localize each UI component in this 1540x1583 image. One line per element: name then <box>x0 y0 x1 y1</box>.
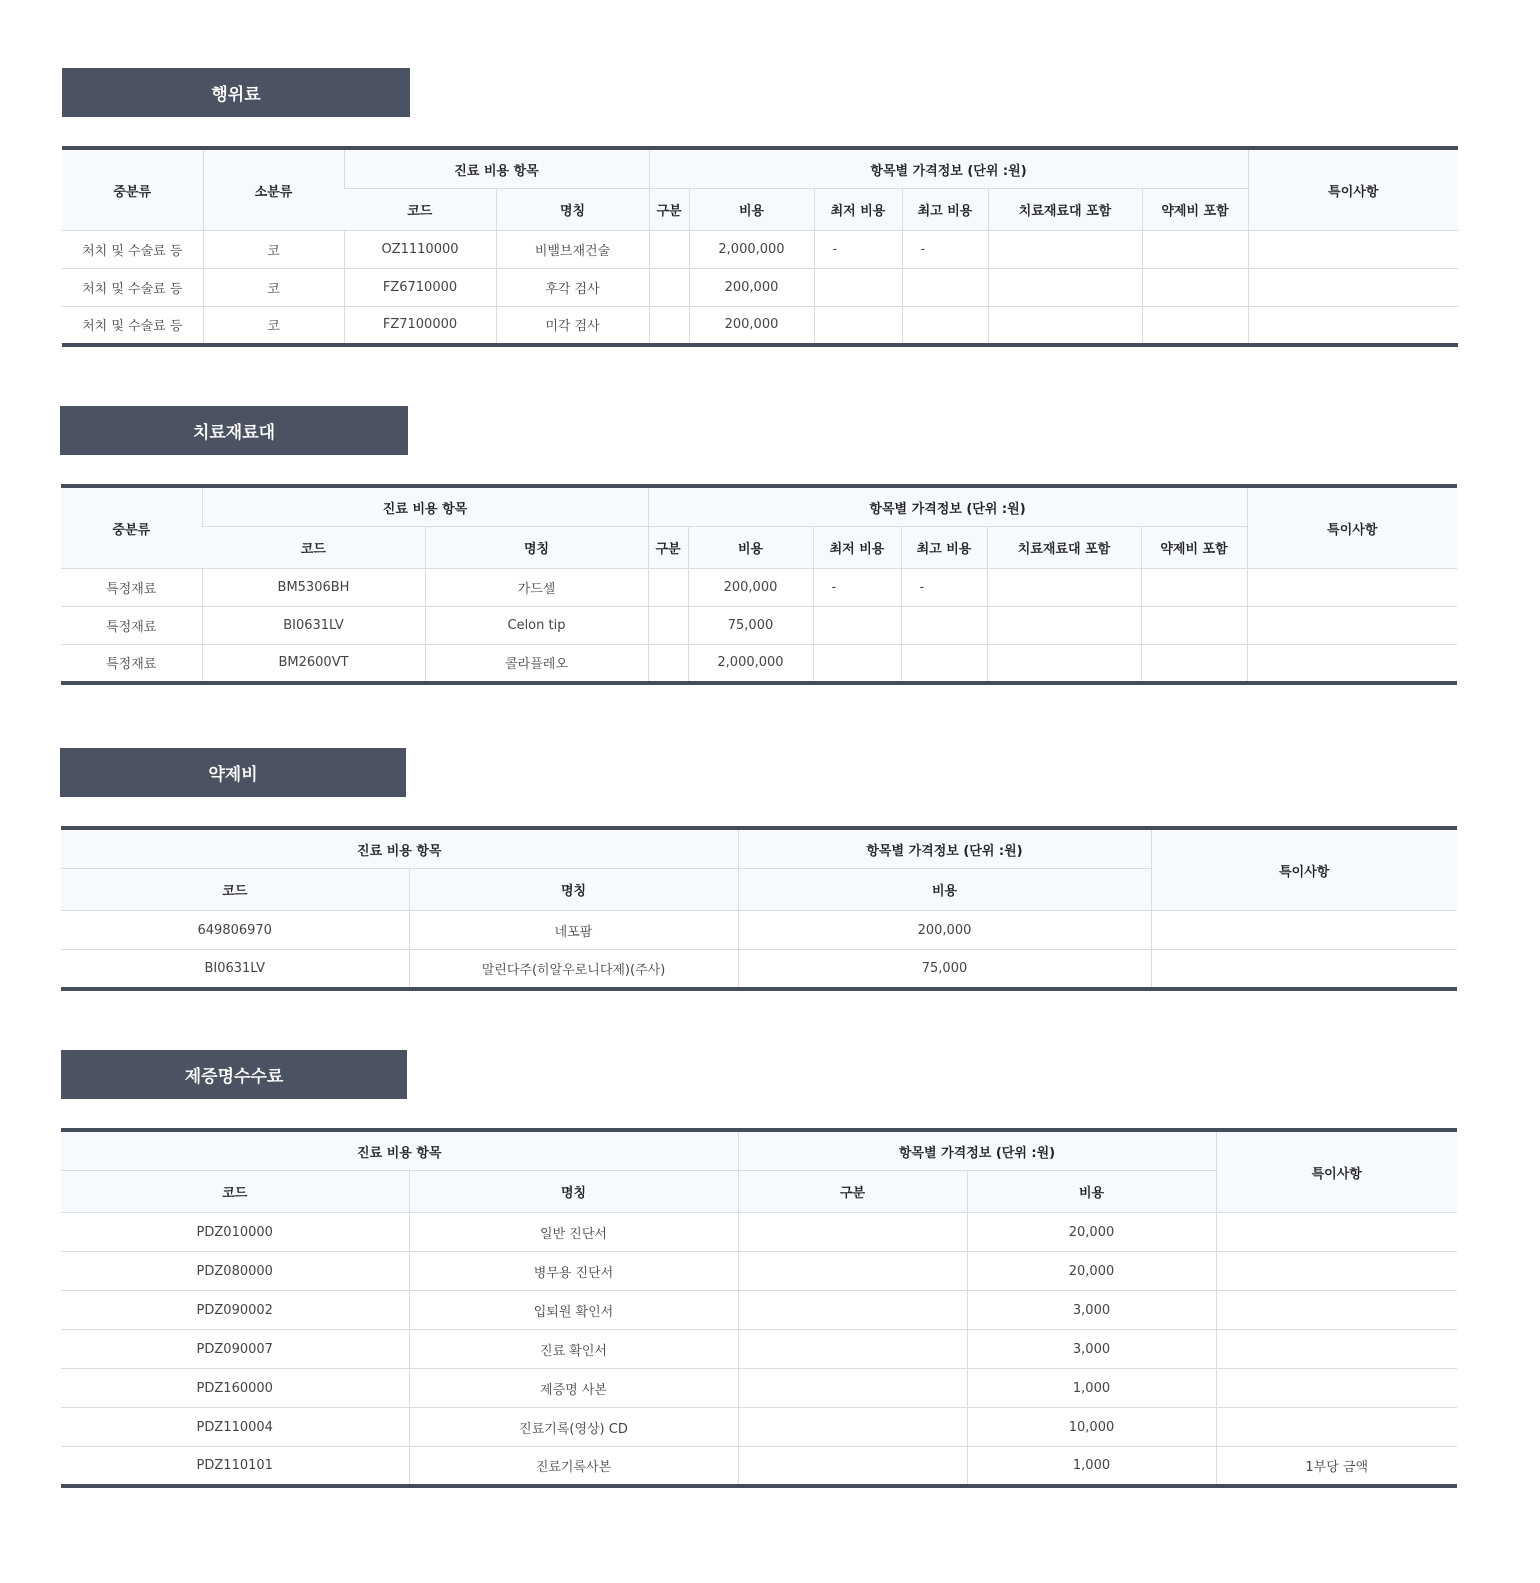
cell-name: Celon tip <box>425 607 648 645</box>
header-price-group: 항목별 가격정보 (단위 :원) <box>648 486 1247 527</box>
header-type: 구분 <box>649 189 689 231</box>
cell-cost: 200,000 <box>738 911 1151 950</box>
cell-drug <box>1141 645 1247 683</box>
cell-name: 미각 검사 <box>496 307 649 345</box>
cell-code: PDZ090002 <box>61 1291 409 1330</box>
certificate-fee-table <box>61 1128 1457 1488</box>
header-code: 코드 <box>61 1171 409 1213</box>
cell-mid: 처치 및 수술료 등 <box>62 269 203 307</box>
material-fee-table <box>61 484 1457 685</box>
cell-type <box>648 569 688 607</box>
cell-cost: 75,000 <box>738 950 1151 989</box>
cell-name: 콜라플레오 <box>425 645 648 683</box>
cell-note <box>1216 1291 1457 1330</box>
cell-type <box>649 269 689 307</box>
cell-name: 진료기록(영상) CD <box>409 1408 738 1447</box>
cell-type <box>649 307 689 345</box>
header-item-group: 진료 비용 항목 <box>61 1130 738 1171</box>
header-note: 특이사항 <box>1216 1130 1457 1213</box>
cell-name: 제증명 사본 <box>409 1369 738 1408</box>
cell-code: PDZ080000 <box>61 1252 409 1291</box>
table-row <box>61 1369 1457 1408</box>
table-row <box>62 307 1458 345</box>
cell-type <box>738 1369 967 1408</box>
cell-name: 후각 검사 <box>496 269 649 307</box>
header-cost: 비용 <box>738 869 1151 911</box>
cell-name: 말린다주(히알우로니다제)(주사) <box>409 950 738 989</box>
table-row <box>61 1408 1457 1447</box>
cell-note <box>1151 950 1457 989</box>
header-note: 특이사항 <box>1248 148 1458 231</box>
cell-cost: 20,000 <box>967 1252 1216 1291</box>
cell-code: PDZ160000 <box>61 1369 409 1408</box>
cell-sub: 코 <box>203 231 344 269</box>
header-max-cost: 최고 비용 <box>901 527 987 569</box>
cell-note <box>1247 645 1457 683</box>
cell-note <box>1216 1330 1457 1369</box>
cell-material <box>987 569 1141 607</box>
cell-cost: 20,000 <box>967 1213 1216 1252</box>
cell-cost: 3,000 <box>967 1291 1216 1330</box>
header-incl-material: 치료재료대 포함 <box>988 189 1142 231</box>
cell-name: 가드셀 <box>425 569 648 607</box>
cell-mid: 특정재료 <box>61 569 202 607</box>
cell-note <box>1216 1213 1457 1252</box>
header-max-cost: 최고 비용 <box>902 189 988 231</box>
cell-max: - <box>901 569 987 607</box>
cell-max: - <box>902 231 988 269</box>
cell-cost: 2,000,000 <box>688 645 813 683</box>
cell-material <box>987 607 1141 645</box>
cell-type <box>738 1291 967 1330</box>
cell-type <box>649 231 689 269</box>
header-name: 명칭 <box>409 869 738 911</box>
header-code: 코드 <box>344 189 496 231</box>
cell-note <box>1247 569 1457 607</box>
cell-cost: 200,000 <box>689 269 814 307</box>
cell-name: 진료 확인서 <box>409 1330 738 1369</box>
table-row <box>62 269 1458 307</box>
cell-mid: 특정재료 <box>61 607 202 645</box>
cell-sub: 코 <box>203 269 344 307</box>
header-min-cost: 최저 비용 <box>814 189 902 231</box>
cell-type <box>738 1330 967 1369</box>
section-title-drug: 약제비 <box>60 748 406 797</box>
cell-type <box>738 1213 967 1252</box>
header-type: 구분 <box>648 527 688 569</box>
cell-code: BM2600VT <box>202 645 425 683</box>
header-name: 명칭 <box>409 1171 738 1213</box>
cell-type <box>738 1252 967 1291</box>
cell-note <box>1151 911 1457 950</box>
cell-cost: 1,000 <box>967 1369 1216 1408</box>
cell-max <box>902 307 988 345</box>
cell-drug <box>1141 607 1247 645</box>
table-row <box>61 950 1457 989</box>
cell-material <box>987 645 1141 683</box>
cell-note <box>1216 1252 1457 1291</box>
header-incl-drug: 약제비 포함 <box>1141 527 1247 569</box>
cell-type <box>738 1408 967 1447</box>
cell-drug <box>1142 269 1248 307</box>
cell-type <box>648 645 688 683</box>
cell-cost: 200,000 <box>689 307 814 345</box>
cell-min <box>813 645 901 683</box>
cell-cost: 200,000 <box>688 569 813 607</box>
cell-max <box>901 607 987 645</box>
header-note: 특이사항 <box>1151 828 1457 911</box>
cell-name: 네포팜 <box>409 911 738 950</box>
header-code: 코드 <box>61 869 409 911</box>
table-row <box>61 1291 1457 1330</box>
cell-type <box>648 607 688 645</box>
cell-code: FZ7100000 <box>344 307 496 345</box>
cell-drug <box>1141 569 1247 607</box>
header-item-group: 진료 비용 항목 <box>61 828 738 869</box>
cell-note <box>1248 269 1458 307</box>
header-mid-category: 중분류 <box>62 148 203 231</box>
cell-cost: 3,000 <box>967 1330 1216 1369</box>
cell-note <box>1248 231 1458 269</box>
header-mid-category: 중분류 <box>61 486 202 569</box>
cell-note <box>1247 607 1457 645</box>
cell-type <box>738 1447 967 1486</box>
cell-material <box>988 231 1142 269</box>
header-name: 명칭 <box>425 527 648 569</box>
header-cost: 비용 <box>688 527 813 569</box>
cell-note <box>1248 307 1458 345</box>
cell-name: 일반 진단서 <box>409 1213 738 1252</box>
header-price-group: 항목별 가격정보 (단위 :원) <box>738 828 1151 869</box>
header-name: 명칭 <box>496 189 649 231</box>
cell-code: PDZ110004 <box>61 1408 409 1447</box>
table-row <box>61 1213 1457 1252</box>
cell-sub: 코 <box>203 307 344 345</box>
header-cost: 비용 <box>689 189 814 231</box>
section-title-material: 치료재료대 <box>60 406 408 455</box>
cell-material <box>988 269 1142 307</box>
header-item-group: 진료 비용 항목 <box>344 148 649 189</box>
cell-code: OZ1110000 <box>344 231 496 269</box>
cell-code: FZ6710000 <box>344 269 496 307</box>
cell-note: 1부당 금액 <box>1216 1447 1457 1486</box>
header-note: 특이사항 <box>1247 486 1457 569</box>
cell-mid: 특정재료 <box>61 645 202 683</box>
cell-mid: 처치 및 수술료 등 <box>62 307 203 345</box>
cell-max <box>902 269 988 307</box>
table-row <box>61 1447 1457 1486</box>
cell-min <box>814 307 902 345</box>
header-price-group: 항목별 가격정보 (단위 :원) <box>738 1130 1216 1171</box>
section-title-certificate: 제증명수수료 <box>61 1050 407 1099</box>
cell-min <box>814 269 902 307</box>
cell-code: PDZ090007 <box>61 1330 409 1369</box>
cell-cost: 75,000 <box>688 607 813 645</box>
header-min-cost: 최저 비용 <box>813 527 901 569</box>
drug-fee-table <box>61 826 1457 991</box>
header-item-group: 진료 비용 항목 <box>202 486 648 527</box>
cell-min: - <box>814 231 902 269</box>
cell-code: PDZ010000 <box>61 1213 409 1252</box>
cell-min: - <box>813 569 901 607</box>
cell-material <box>988 307 1142 345</box>
header-price-group: 항목별 가격정보 (단위 :원) <box>649 148 1248 189</box>
table-row <box>61 569 1457 607</box>
table-row <box>61 1330 1457 1369</box>
header-incl-drug: 약제비 포함 <box>1142 189 1248 231</box>
header-cost: 비용 <box>967 1171 1216 1213</box>
cell-name: 진료기록사본 <box>409 1447 738 1486</box>
cell-code: BI0631LV <box>202 607 425 645</box>
header-sub-category: 소분류 <box>203 148 344 231</box>
cell-cost: 2,000,000 <box>689 231 814 269</box>
table-row <box>61 1252 1457 1291</box>
cell-cost: 10,000 <box>967 1408 1216 1447</box>
cell-code: 649806970 <box>61 911 409 950</box>
cell-code: PDZ110101 <box>61 1447 409 1486</box>
cell-drug <box>1142 231 1248 269</box>
cell-mid: 처치 및 수술료 등 <box>62 231 203 269</box>
header-code: 코드 <box>202 527 425 569</box>
table-row <box>61 607 1457 645</box>
table-row <box>61 911 1457 950</box>
table-row <box>62 231 1458 269</box>
header-incl-material: 치료재료대 포함 <box>987 527 1141 569</box>
cell-note <box>1216 1369 1457 1408</box>
cell-min <box>813 607 901 645</box>
section-title-procedure: 행위료 <box>62 68 410 117</box>
cell-cost: 1,000 <box>967 1447 1216 1486</box>
cell-name: 병무용 진단서 <box>409 1252 738 1291</box>
cell-code: BI0631LV <box>61 950 409 989</box>
cell-drug <box>1142 307 1248 345</box>
cell-code: BM5306BH <box>202 569 425 607</box>
procedure-fee-table <box>62 146 1458 347</box>
cell-note <box>1216 1408 1457 1447</box>
cell-max <box>901 645 987 683</box>
header-type: 구분 <box>738 1171 967 1213</box>
cell-name: 입퇴원 확인서 <box>409 1291 738 1330</box>
table-row <box>61 645 1457 683</box>
cell-name: 비밸브재건술 <box>496 231 649 269</box>
